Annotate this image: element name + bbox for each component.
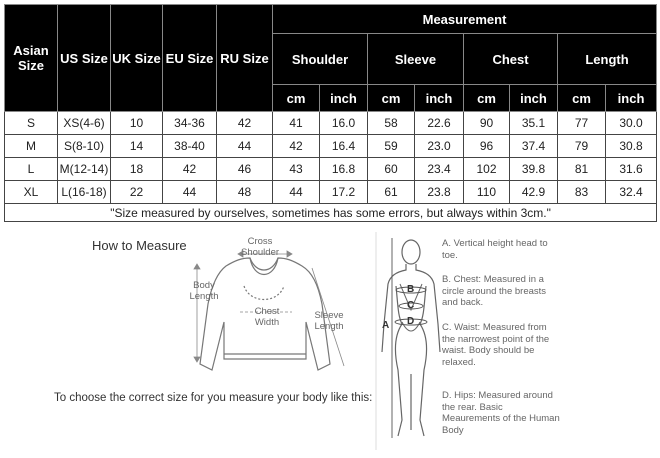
table-cell: L(16-18) bbox=[58, 181, 111, 204]
choose-size-text: To choose the correct size for you measure your body like this: bbox=[54, 392, 373, 404]
table-cell: 60 bbox=[368, 158, 415, 181]
table-cell: 38-40 bbox=[163, 135, 217, 158]
table-cell: 16.4 bbox=[320, 135, 368, 158]
table-cell: 110 bbox=[464, 181, 510, 204]
definition-c: C. Waist: Measured from the narrowest point of the waist. Body should be relaxed. bbox=[442, 322, 550, 368]
table-cell: 81 bbox=[558, 158, 606, 181]
table-cell: 59 bbox=[368, 135, 415, 158]
size-note: "Size measured by ourselves, sometimes has some errors, but always within 3cm." bbox=[5, 204, 657, 222]
table-cell: 41 bbox=[273, 112, 320, 135]
table-cell: 10 bbox=[111, 112, 163, 135]
table-cell: 16.0 bbox=[320, 112, 368, 135]
table-cell: 96 bbox=[464, 135, 510, 158]
table-cell: 30.0 bbox=[606, 112, 657, 135]
body-measure-lines bbox=[392, 238, 427, 438]
table-cell: 79 bbox=[558, 135, 606, 158]
table-cell: XS(4-6) bbox=[58, 112, 111, 135]
definition-d: D. Hips: Measured around the rear. Basic Meaurements of the Human Body bbox=[442, 390, 560, 436]
table-cell: 90 bbox=[464, 112, 510, 135]
unit-cell: inch bbox=[606, 85, 657, 112]
definition-b: B. Chest: Measured in a circle around the breasts and back. bbox=[442, 274, 547, 308]
measure-guide bbox=[0, 224, 660, 458]
label-chest-width: Chest Width bbox=[254, 306, 280, 328]
header-measurement: Measurement bbox=[273, 5, 657, 34]
table-cell: 102 bbox=[464, 158, 510, 181]
unit-cell: cm bbox=[273, 85, 320, 112]
table-cell: 35.1 bbox=[510, 112, 558, 135]
letter-d: D bbox=[407, 316, 415, 327]
table-cell: S(8-10) bbox=[58, 135, 111, 158]
table-row bbox=[5, 135, 657, 158]
table-cell: 30.8 bbox=[606, 135, 657, 158]
table-cell: 48 bbox=[217, 181, 273, 204]
table-cell: M(12-14) bbox=[58, 158, 111, 181]
header-uk-size: UK Size bbox=[111, 5, 163, 112]
how-to-measure-title: How to Measure bbox=[92, 238, 187, 253]
table-cell: 44 bbox=[163, 181, 217, 204]
table-cell: L bbox=[5, 158, 58, 181]
table-cell: M bbox=[5, 135, 58, 158]
table-cell: 22 bbox=[111, 181, 163, 204]
table-cell: 32.4 bbox=[606, 181, 657, 204]
letter-a: A bbox=[382, 320, 390, 331]
table-cell: 16.8 bbox=[320, 158, 368, 181]
unit-cell: inch bbox=[320, 85, 368, 112]
table-cell: 42 bbox=[217, 112, 273, 135]
table-row bbox=[5, 181, 657, 204]
definition-a: A. Vertical height head to toe. bbox=[442, 238, 548, 261]
header-length: Length bbox=[558, 34, 657, 85]
letter-c: C bbox=[407, 300, 415, 311]
letter-b: B bbox=[407, 284, 415, 295]
table-cell: 37.4 bbox=[510, 135, 558, 158]
table-cell: 44 bbox=[273, 181, 320, 204]
label-body-length: Body Length bbox=[189, 280, 219, 302]
table-cell: 39.8 bbox=[510, 158, 558, 181]
unit-cell: inch bbox=[510, 85, 558, 112]
unit-cell: inch bbox=[415, 85, 464, 112]
table-cell: 58 bbox=[368, 112, 415, 135]
table-cell: 22.6 bbox=[415, 112, 464, 135]
table-cell: 34-36 bbox=[163, 112, 217, 135]
table-cell: XL bbox=[5, 181, 58, 204]
size-chart-table bbox=[4, 4, 657, 222]
table-cell: 83 bbox=[558, 181, 606, 204]
header-eu-size: EU Size bbox=[163, 5, 217, 112]
label-cross-shoulder: Cross Shoulder bbox=[240, 236, 280, 258]
table-cell: S bbox=[5, 112, 58, 135]
body-figure bbox=[382, 240, 440, 436]
header-asian-size: Asian Size bbox=[5, 5, 58, 112]
header-ru-size: RU Size bbox=[217, 5, 273, 112]
header-us-size: US Size bbox=[58, 5, 111, 112]
table-cell: 18 bbox=[111, 158, 163, 181]
header-sleeve: Sleeve bbox=[368, 34, 464, 85]
unit-cell: cm bbox=[368, 85, 415, 112]
table-cell: 42 bbox=[273, 135, 320, 158]
table-cell: 17.2 bbox=[320, 181, 368, 204]
unit-cell: cm bbox=[464, 85, 510, 112]
table-cell: 42 bbox=[163, 158, 217, 181]
table-cell: 31.6 bbox=[606, 158, 657, 181]
table-cell: 23.4 bbox=[415, 158, 464, 181]
table-row bbox=[5, 158, 657, 181]
table-cell: 61 bbox=[368, 181, 415, 204]
table-cell: 44 bbox=[217, 135, 273, 158]
table-row bbox=[5, 112, 657, 135]
table-cell: 46 bbox=[217, 158, 273, 181]
table-cell: 43 bbox=[273, 158, 320, 181]
label-sleeve-length: Sleeve Length bbox=[314, 310, 344, 332]
table-cell: 77 bbox=[558, 112, 606, 135]
unit-cell: cm bbox=[558, 85, 606, 112]
table-cell: 23.0 bbox=[415, 135, 464, 158]
table-cell: 42.9 bbox=[510, 181, 558, 204]
header-shoulder: Shoulder bbox=[273, 34, 368, 85]
table-cell: 23.8 bbox=[415, 181, 464, 204]
table-cell: 14 bbox=[111, 135, 163, 158]
header-chest: Chest bbox=[464, 34, 558, 85]
